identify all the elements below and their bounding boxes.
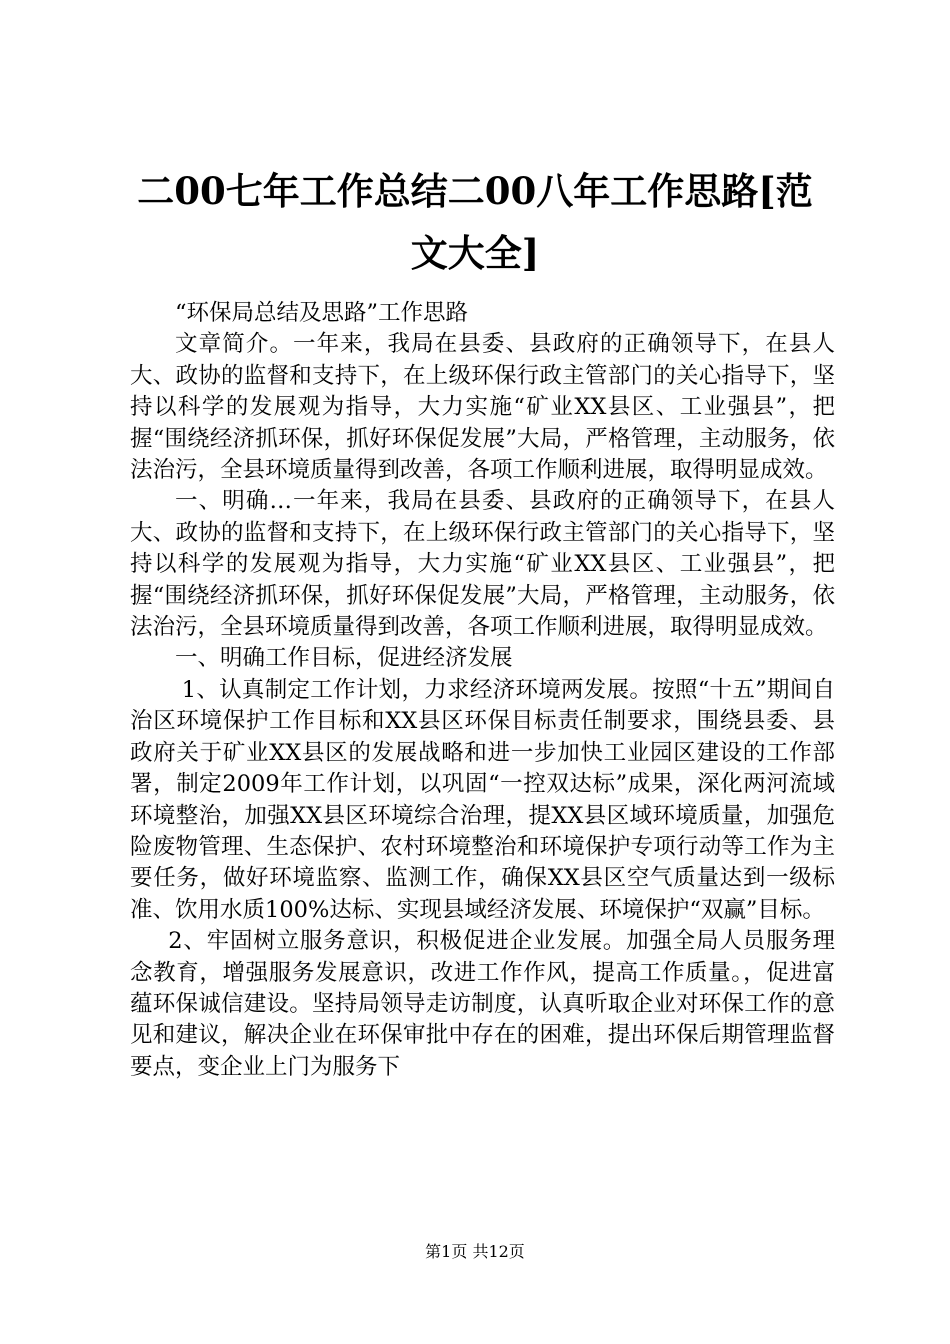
paragraph-subtitle: “环保局总结及思路”工作思路 xyxy=(175,300,469,326)
page-number-footer: 第1页 共12页 xyxy=(425,1242,525,1261)
section-heading-1: 一、明确工作目标，促进经济发展 xyxy=(175,645,513,672)
document-body xyxy=(130,298,835,1083)
paragraph-item-2: 2、牢固树立服务意识，积极促进企业发展。加强全局人员服务理念教育，增强服务发展意识，改进工作作风，提高工作质量。，促进富蕴环保诚信建设。坚持局领导走访制度，认真听取企业对环保工作的意见和建议，解决企业在环保审批中存在的困难，提出环保后期管理监督要点，变企业上门为服务下 xyxy=(130,928,835,1080)
paragraph-section-summary: 一、明确…一年来，我局在县委、县政府的正确领导下，在县人大、政协的监督和支持下，在上级环保行政主管部门的关心指导下，坚持以科学的发展观为指导，大力实施“矿业XX县区、工业强县”，把握“围绕经济抓环保，抓好环保促发展”大局，严格管理，主动服务，依法治污，全县环境质量得到改善，各项工作顺利进展，取得明显成效。 xyxy=(130,488,835,641)
paragraph-item-1: 1、认真制定工作计划，力求经济环境两发展。按照“十五”期间自治区环境保护工作目标和XX县区环保目标责任制要求，围绕县委、县政府关于矿业XX县区的发展战略和进一步加快工业园区建设的工作部署，制定2009年工作计划，以巩固“一控双达标”成果，深化两河流域环境整治，加强XX县区环境综合治理，提XX县区域环境质量，加强危险废物管理、生态保护、农村环境整治和环境保护专项行动等工作为主要任务，做好环境监察、监测工作，确保XX县区空气质量达到一级标准、饮用水质100%达标、实现县域经济发展、环境保护“双赢”目标。 xyxy=(130,676,835,923)
paragraph-intro: 文章简介。一年来，我局在县委、县政府的正确领导下，在县人大、政协的监督和支持下，在上级环保行政主管部门的关心指导下，坚持以科学的发展观为指导，大力实施“矿业XX县区、工业强县”，把握“围绕经济抓环保，抓好环保促发展”大局，严格管理，主动服务，依法治污，全县环境质量得到改善，各项工作顺利进展，取得明显成效。 xyxy=(130,331,835,484)
document-title: 二00七年工作总结二00八年工作思路[范文大全] xyxy=(137,169,813,275)
